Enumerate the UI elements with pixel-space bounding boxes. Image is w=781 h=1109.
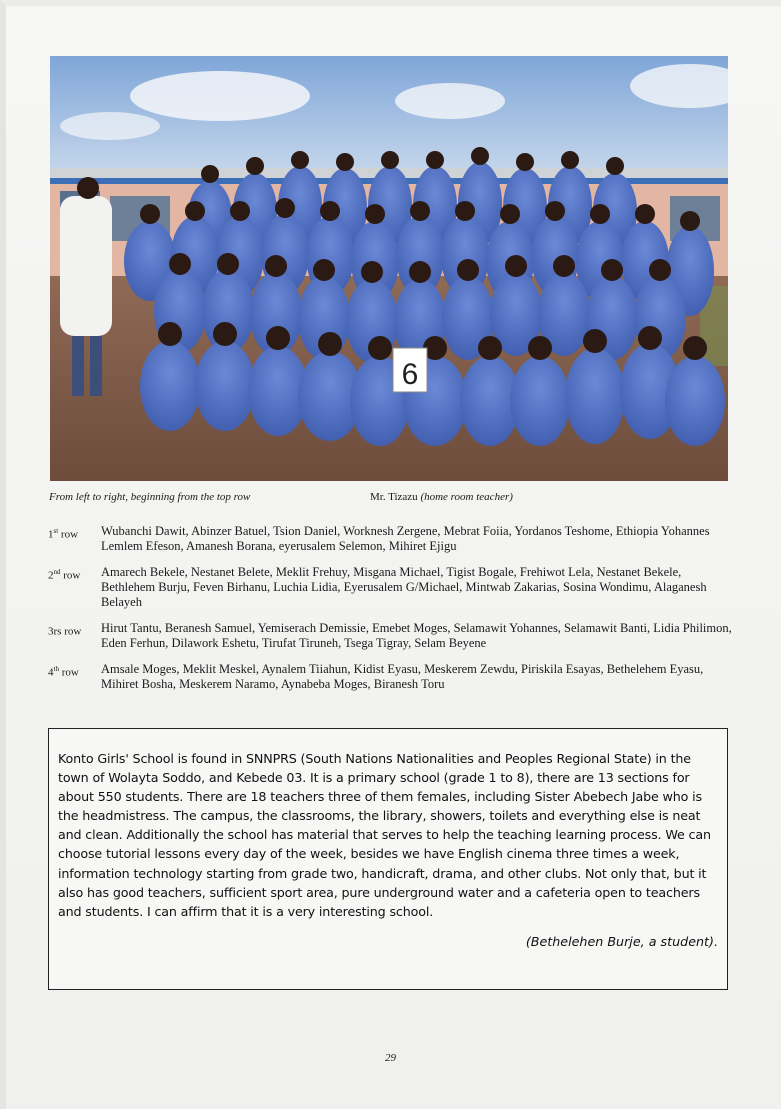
row-3 bbox=[48, 621, 738, 651]
row-label: 2nd row bbox=[48, 568, 81, 582]
row-label: 1st row bbox=[48, 527, 79, 541]
teacher-name: Mr. Tizazu bbox=[370, 491, 418, 503]
photo-sign-number: 6 bbox=[401, 358, 419, 391]
row-names: Wubanchi Dawit, Abinzer Batuel, Tsion Daniel, Worknesh Zergene, Mebrat Foiia, Yordanos Teshome, Ethiopia Yohannes Lemlem Efeson, Amanesh Borana, eyerusalem Selemon, Mihiret Ejigu bbox=[101, 524, 710, 553]
row-names: Hirut Tantu, Beranesh Samuel, Yemiserach Demissie, Emebet Moges, Selamawit Yohannes, Selamawit Banti, Lidia Philimon, Eden Ferhun, Dilawork Eshetu, Tirufat Tiruneh, Tsega Tigray, Selam Beyene bbox=[101, 621, 732, 650]
student-signature: (Bethelehen Burje, a student). bbox=[525, 933, 718, 949]
school-description: Konto Girls' School is found in SNNPRS (South Nations Nationalities and Peoples Regional State) in the town of Wolayta Soddo, and Kebede 03. It is a primary school (grade 1 to 8), there are 13 sections for about 550 students. There are 18 teachers three of them females, including Sister Abebech Jabe who is the headmistress. The campus, the classrooms, the library, showers, toilets and everything else is neat and clean. Additionally the school has material that serves to help the teaching learning process. We can choose tutorial lessons every day of the week, besides we have English cinema three times a week, information technology starting from grade two, handicraft, drama, and other clubs. Not only that, but it also has good teachers, sufficient sport area, pure underground water and a cafeteria open to teachers and students. I can affirm that it is a very interesting school. bbox=[58, 751, 711, 919]
school-description-box bbox=[48, 728, 728, 990]
row-names: Amsale Moges, Meklit Meskel, Aynalem Tiiahun, Kidist Eyasu, Meskerem Zewdu, Piriskila Esayas, Bethelehem Eyasu, Mihiret Bosha, Meskerem Naramo, Aynabeba Moges, Biranesh Toru bbox=[101, 662, 704, 691]
row-label: 3rs row bbox=[48, 625, 82, 638]
row-2 bbox=[48, 565, 738, 610]
row-names: Amarech Bekele, Nestanet Belete, Meklit Frehuy, Misgana Michael, Tigist Bogale, Frehiwot Lela, Nestanet Bekele, Bethlehem Burju, Feven Birhanu, Luchia Lidia, Eyerusalem G/Michael, Mintwab Zakarias, Sosina Wondimu, Alaganesh Belayeh bbox=[101, 565, 707, 609]
page-number: 29 bbox=[385, 1052, 396, 1064]
row-4 bbox=[48, 662, 738, 692]
class-photo bbox=[50, 56, 728, 481]
row-1 bbox=[48, 524, 738, 554]
teacher-role: (home room teacher) bbox=[420, 491, 513, 503]
photo-caption-left: From left to right, beginning from the top row bbox=[49, 491, 251, 503]
name-rows bbox=[48, 524, 738, 703]
photo-caption-right bbox=[370, 491, 513, 503]
row-label: 4th row bbox=[48, 665, 79, 679]
